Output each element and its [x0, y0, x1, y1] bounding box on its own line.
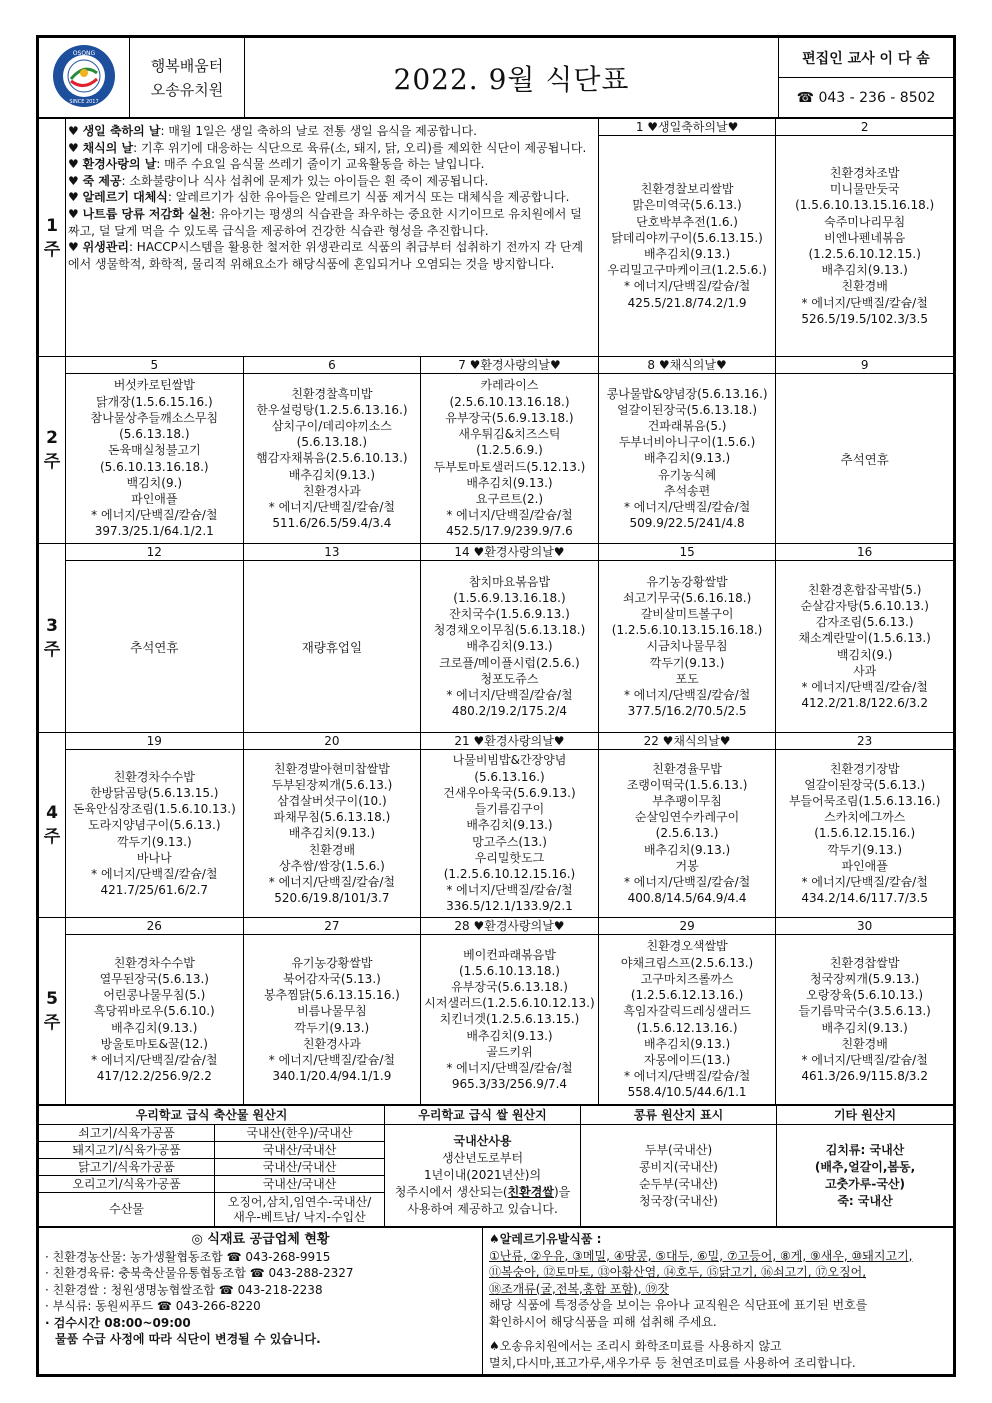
- notice-text: : 매주 수요일 음식물 쓰레기 줄이기 교육활동을 하는 날입니다.: [156, 157, 485, 172]
- check-time: · 검수시간 08:00~09:00: [45, 1315, 191, 1330]
- svg-text:SINCE 2017: SINCE 2017: [69, 98, 99, 105]
- day-header: 27: [243, 918, 421, 935]
- notice-item: [68, 156, 592, 173]
- week-label: 1 주: [39, 119, 66, 357]
- notice-item: [68, 206, 592, 239]
- heart-icon: ♥: [68, 173, 83, 188]
- header: [38, 37, 954, 118]
- heart-icon: ♥: [68, 124, 83, 138]
- notice-title: 환경사랑의 날: [82, 157, 157, 172]
- notice-title: 죽 제공: [82, 173, 122, 188]
- allergy-list: ⑪복숭아, ⑫토마토, ⑬아황산염, ⑭호두, ⑮닭고기, ⑯쇠고기, ⑰오징어,: [489, 1265, 867, 1279]
- heart-icon: ♥: [68, 206, 83, 221]
- holiday-cell: 재량휴업일: [243, 561, 421, 733]
- week-label: 4 주: [39, 733, 66, 918]
- day-menu: 친환경기장밥 얼갈이된장국(5.6.13.) 부들어묵조림(1.5.6.13.16.) 스카치에그까스 (1.5.6.12.15.16.) 깍두기(9.13.) 파인애플 * 에너지/단백질/칼슘/철 434.2/14.6/117.7/3.5: [776, 750, 954, 918]
- day-menu: 버섯카로틴쌀밥 닭개장(1.5.6.15.16.) 참나물상추들깨소스무침 (5.6.13.18.) 돈육매실청불고기 (5.6.10.13.16.18.) 백김치(9.) 파인애플 * 에너지/단백질/칼슘/철 397.3/25.1/64.1/2.1: [66, 374, 244, 544]
- bean-origin: 두부(국내산) 콩비지(국내산) 순두부(국내산) 청국장(국내산): [581, 1125, 777, 1227]
- notice-text: : 기후 위기에 대응하는 식단으로 육류(소, 돼지, 닭, 오리)를 제외한 식단이 제공됩니다.: [133, 140, 587, 155]
- day-menu: 참치마요볶음밥 (1.5.6.9.13.16.18.) 잔치국수(1.5.6.9.13.) 청경채오이무침(5.6.13.18.) 배추김치(9.13.) 크로플/메이플시럽(2.5.6.) 청포도쥬스 * 에너지/단백질/칼슘/철 480.2/19.2/175.2/4: [421, 561, 599, 733]
- supplier-box: [39, 1228, 483, 1375]
- notice-text: : 알레르기가 심한 유아들은 알레르기 식품 제거식 또는 대체식을 제공합니다.: [167, 190, 570, 205]
- day-menu: 친환경율무밥 조랭이떡국(1.5.6.13.) 부추팽이무침 순살임연수카레구이 (2.5.6.13.) 배추김치(9.13.) 거봉 * 에너지/단백질/칼슘/철 400.8/14.5/64.9/4.4: [598, 750, 776, 918]
- day-header: 8 ♥채식의날♥: [598, 357, 776, 374]
- day-menu: 친환경발아현미찹쌀밥 두부된장찌개(5.6.13.) 삼겹살버섯구이(10.) 파채무침(5.6.13.18.) 배추김치(9.13.) 친환경배 상추쌈/쌈장(1.5.6.) * 에너지/단백질/칼슘/철 520.6/19.8/101/3.7: [243, 750, 421, 918]
- day-menu: 유기농강황쌀밥 북어감자국(5.13.) 봉추찜닭(5.6.13.15.16.) 비름나물무침 깍두기(9.13.) 친환경사과 * 에너지/단백질/칼슘/철 340.1/20.4/94.1/1.9: [243, 935, 421, 1105]
- meat-item: 닭고기/식육가공품: [39, 1159, 215, 1176]
- day-header: 19: [66, 733, 244, 750]
- allergy-box: [483, 1228, 954, 1375]
- notice-item: [68, 140, 592, 157]
- day-menu: 유기농강황쌀밥 쇠고기무국(5.6.16.18.) 갈비살미트볼구이 (1.2.5.6.10.13.15.16.18.) 시금치나물무침 깍두기(9.13.) 포도 * 에너지/단백질/칼슘/철 377.5/16.2/70.5/2.5: [598, 561, 776, 733]
- day-header: 16: [776, 544, 954, 561]
- day-header: 6: [243, 357, 421, 374]
- day-menu: 친환경찰흑미밥 한우설렁탕(1.2.5.6.13.16.) 삼치구이/데리야끼소스 (5.6.13.18.) 햄감자채볶음(2.5.6.10.13.) 배추김치(9.13.) 친환경사과 * 에너지/단백질/칼슘/철 511.6/26.5/59.4/3.4: [243, 374, 421, 544]
- holiday-cell: 추석연휴: [66, 561, 244, 733]
- day-menu: 베이컨파래볶음밥 (1.5.6.10.13.18.) 유부장국(5.6.13.18.) 시저샐러드(1.2.5.6.10.12.13.) 치킨너겟(1.2.5.6.13.15.) 배추김치(9.13.) 골드키위 * 에너지/단백질/칼슘/철 965.3/33/256.9/7.4: [421, 935, 599, 1105]
- day-header: 22 ♥채식의날♥: [598, 733, 776, 750]
- supplier-line: · 친환경쌀 : 청원생명농협쌀조합 ☎ 043-218-2238: [45, 1282, 323, 1297]
- notice-title: 나트륨 당류 저감화 실천: [82, 206, 212, 221]
- supplier-title: ◎ 식재료 공급업체 현황: [191, 1232, 330, 1247]
- day-header: 14 ♥환경사랑의날♥: [421, 544, 599, 561]
- etc-origin: 김치류: 국내산 (배추,얼갈이,봄동, 고춧가루-국산) 죽: 국내산: [777, 1125, 954, 1227]
- heart-icon: ♥: [68, 140, 83, 155]
- day-menu: 카레라이스 (2.5.6.10.13.16.18.) 유부장국(5.6.9.13.18.) 새우튀김&치즈스틱 (1.2.5.6.9.) 두부토마토샐러드(5.12.13.) 배추김치(9.13.) 요구르트(2.) * 에너지/단백질/칼슘/철 452.5/17.9/239.9/7.6: [421, 374, 599, 544]
- meat-item: 쇠고기/식육가공품: [39, 1125, 215, 1142]
- heart-icon: ♥: [68, 190, 83, 205]
- notice-title: 생일 축하의 날: [82, 124, 161, 138]
- notice-text: : 유아기는 평생의 식습관을 좌우하는 중요한 시기이므로 유치원에서 덜 짜고, 덜 달게 먹을 수 있도록 급식을 제공하여 건강한 식습관 형성을 추진합니다.: [68, 206, 582, 238]
- day-header: 1 ♥생일축하의날♥: [598, 119, 776, 136]
- day-header: 2: [776, 119, 954, 136]
- notice-text: : HACCP시스템을 활용한 철저한 위생관리로 식품의 취급부터 섭취하기 전까지 각 단계에서 생물학적, 화학적, 물리적 위해요소가 해당식품에 혼입되거나 오염되는 것을 방지합니다.: [68, 240, 584, 271]
- supplier-line: · 부식류: 동원씨푸드 ☎ 043-266-8220: [45, 1299, 261, 1313]
- school-line1: 행복배움터: [150, 56, 224, 75]
- day-header: 15: [598, 544, 776, 561]
- seasoning-msg: ♠오송유치원에서는 조리시 화학조미료를 사용하지 않고: [489, 1339, 782, 1353]
- meat-item: 돼지고기/식육가공품: [39, 1142, 215, 1159]
- bottom-info: [38, 1227, 954, 1375]
- day-header: 23: [776, 733, 954, 750]
- meat-origin: 국내산(한우)/국내산: [215, 1125, 385, 1142]
- day-menu: 나물비빔밥&간장양념 (5.6.13.16.) 건새우아욱국(5.6.9.13.) 들기름김구이 배추김치(9.13.) 망고주스(13.) 우리밀핫도그 (1.2.5.6.10.12.15.16.) * 에너지/단백질/칼슘/철 336.5/12.1/133.9/2.1: [421, 750, 599, 918]
- rice-origin-header: 우리학교 급식 쌀 원산지: [385, 1106, 581, 1125]
- notice-title: 알레르기 대체식: [82, 190, 168, 205]
- day-header: 29: [598, 918, 776, 935]
- weekly-menu-table: [38, 118, 954, 1105]
- day-header: 9: [776, 357, 954, 374]
- school-name: [130, 38, 245, 118]
- allergy-title: ♠알레르기유발식품 :: [489, 1232, 602, 1246]
- notice-text: : 소화불량이나 식사 섭취에 문제가 있는 아이들은 흰 죽이 제공됩니다.: [121, 173, 489, 188]
- day-menu: 친환경혼합잡곡밥(5.) 순살감자탕(5.6.10.13.) 감자조림(5.6.13.) 채소계란말이(1.5.6.13.) 백김치(9.) 사과 * 에너지/단백질/칼슘/철 412.2/21.8/122.6/3.2: [776, 561, 954, 733]
- svg-text:OSONG: OSONG: [72, 49, 96, 57]
- seafood-origin: 오징어,삼치,임연수-국내산/ 새우-베트남/ 낙지-수입산: [215, 1193, 385, 1227]
- day-header: 26: [66, 918, 244, 935]
- rice-origin: 국내산사용 생산년도로부터 1년이내(2021년산)의 청주시에서 생산되는(친환경쌀)을 사용하여 제공하고 있습니다.: [385, 1125, 581, 1227]
- week-label: 3 주: [39, 544, 66, 733]
- notice-item: [68, 173, 592, 190]
- etc-origin-header: 기타 원산지: [777, 1106, 954, 1125]
- day-header: 7 ♥환경사랑의날♥: [421, 357, 599, 374]
- day-menu: 친환경찰보리쌀밥 맑은미역국(5.6.13.) 단호박부추전(1.6.) 닭데리야끼구이(5.6.13.15.) 배추김치(9.13.) 우리밀고구마케이크(1.2.5.6.) * 에너지/단백질/칼슘/철 425.5/21.8/74.2/1.9: [598, 136, 776, 357]
- heart-icon: ♥: [68, 240, 83, 255]
- notice-item: [68, 239, 592, 272]
- menu-document: [36, 35, 956, 1377]
- week-label: 2 주: [39, 357, 66, 544]
- school-line2: 오송유치원: [150, 80, 224, 99]
- meat-item: 오리고기/식육가공품: [39, 1176, 215, 1193]
- allergy-list: ①난류, ②우유, ③메밀, ④땅콩, ⑤대두, ⑥밀, ⑦고등어, ⑧게, ⑨새우, ⑩돼지고기,: [489, 1248, 913, 1263]
- seafood-item: 수산물: [39, 1193, 215, 1227]
- day-header: 20: [243, 733, 421, 750]
- allergy-list: ⑱조개류(굴,전복,홍합 포함), ⑲잣: [489, 1281, 669, 1296]
- phone: ☎ 043 - 236 - 8502: [779, 78, 954, 118]
- editor: 편집인 교사 이 다 솜: [779, 38, 954, 78]
- notice-item: [68, 189, 592, 206]
- day-menu: 친환경찹쌀밥 청국장찌개(5.9.13.) 오랑장육(5.6.10.13.) 들기름막국수(3.5.6.13.) 배추김치(9.13.) 친환경배 * 에너지/단백질/칼슘/철 461.3/26.9/115.8/3.2: [776, 935, 954, 1105]
- day-header: 28 ♥환경사랑의날♥: [421, 918, 599, 935]
- notice-item: [68, 123, 592, 140]
- allergy-desc: 해당 식품에 특정증상을 보이는 유아나 교직원은 식단표에 표기된 번호를: [489, 1298, 868, 1312]
- day-header: 5: [66, 357, 244, 374]
- supplier-line: · 친환경농산물: 농가생활협동조합 ☎ 043-268-9915: [45, 1249, 331, 1264]
- notice-title: 위생관리: [82, 240, 129, 255]
- heart-icon: ♥: [68, 157, 83, 172]
- notice-text: : 매월 1일은 생일 축하의 날로 전통 생일 음식을 제공합니다.: [160, 124, 477, 138]
- day-header: 21 ♥환경사랑의날♥: [421, 733, 599, 750]
- meat-origin: 국내산/국내산: [215, 1142, 385, 1159]
- day-header: 30: [776, 918, 954, 935]
- notice-box: [66, 119, 599, 357]
- day-header: 12: [66, 544, 244, 561]
- seasoning-msg: 멸치,다시마,표고가루,새우가루 등 천연조미료를 사용하여 조리합니다.: [489, 1355, 856, 1370]
- change-notice: 물품 수급 사정에 따라 식단이 변경될 수 있습니다.: [55, 1332, 321, 1346]
- page-title: 2022. 9월 식단표: [245, 38, 779, 118]
- day-menu: 콩나물밥&양념장(5.6.13.16.) 얼갈이된장국(5.6.13.18.) 건파래볶음(5.) 두부너비아니구이(1.5.6.) 배추김치(9.13.) 유기농식혜 추석송편 * 에너지/단백질/칼슘/철 509.9/22.5/241/4.8: [598, 374, 776, 544]
- meat-origin: 국내산/국내산: [215, 1176, 385, 1193]
- meat-origin: 국내산/국내산: [215, 1159, 385, 1176]
- school-logo: [39, 38, 130, 118]
- holiday-cell: 추석연휴: [776, 374, 954, 544]
- bean-origin-header: 콩류 원산지 표시: [581, 1106, 777, 1125]
- allergy-desc: 확인하시어 해당식품을 피해 섭취해 주세요.: [489, 1314, 717, 1329]
- day-menu: 친환경차수수밥 열무된장국(5.6.13.) 어린콩나물무침(5.) 흑당꿔바로우(5.6.10.) 배추김치(9.13.) 방울토마토&꿀(12.) * 에너지/단백질/칼슘/철 417/12.2/256.9/2.2: [66, 935, 244, 1105]
- notice-title: 채식의 날: [82, 140, 134, 155]
- meat-origin-header: 우리학교 급식 축산물 원산지: [39, 1106, 385, 1125]
- day-header: 13: [243, 544, 421, 561]
- supplier-line: · 친환경육류: 충북축산물유통협동조합 ☎ 043-288-2327: [45, 1266, 354, 1280]
- day-menu: 친환경차수수밥 한방닭곰탕(5.6.13.15.) 돈육안심장조림(1.5.6.10.13.) 도라지양념구이(5.6.13.) 깍두기(9.13.) 바나나 * 에너지/단백질/칼슘/철 421.7/25/61.6/2.7: [66, 750, 244, 918]
- day-menu: 친환경차조밥 미니물만둣국 (1.5.6.10.13.15.16.18.) 숙주미나리무침 비엔나펜네볶음 (1.2.5.6.10.12.15.) 배추김치(9.13.) 친환경배 * 에너지/단백질/칼슘/철 526.5/19.5/102.3/3.5: [776, 136, 954, 357]
- kindergarten-logo-icon: [51, 43, 117, 109]
- origin-table: [38, 1105, 954, 1227]
- day-menu: 친환경오색쌀밥 야채크림스프(2.5.6.13.) 고구마치즈롤까스 (1.2.5.6.12.13.16.) 흑임자갈릭드레싱샐러드 (1.5.6.12.13.16.) 배추김치(9.13.) 자몽에이드(13.) * 에너지/단백질/칼슘/철 558.4/10.5/44.6/1.1: [598, 935, 776, 1105]
- week-label: 5 주: [39, 918, 66, 1105]
